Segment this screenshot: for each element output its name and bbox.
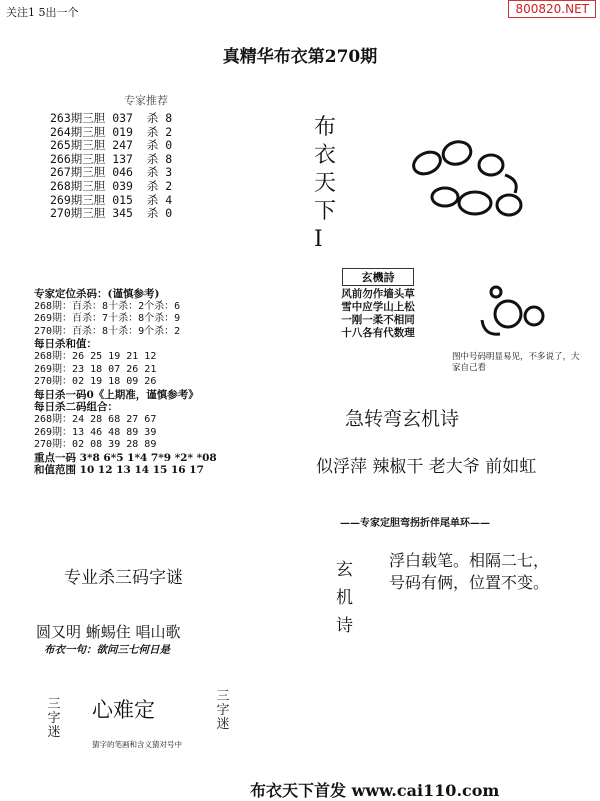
xuan-char: 玄 <box>336 560 353 580</box>
sum-row: 270期：02 19 18 09 26 <box>34 376 157 388</box>
poem-line: 一刚一柔不相同 <box>341 314 415 326</box>
dan-list-rows <box>50 112 280 221</box>
kill-row: 269期：百杀：7十杀：8个杀：9 <box>34 313 181 325</box>
circles-image <box>470 282 550 342</box>
sz-char: 字 <box>47 711 61 726</box>
brand-badge[interactable]: 800820.NET <box>508 0 596 18</box>
sum-range-row: 和值范围 10 12 13 14 15 16 17 <box>34 464 204 477</box>
two-code-row: 269期：13 46 48 89 39 <box>34 426 157 438</box>
dan-list-panel <box>12 92 280 262</box>
dan-row: 263期三胆 037 杀 8 <box>50 111 173 125</box>
sz-char: 字 <box>216 703 230 718</box>
poem-line: 十八各有代数理 <box>341 327 415 339</box>
sum-row: 268期：26 25 19 21 12 <box>34 350 157 362</box>
riddle-title: 急转弯玄机诗 <box>345 408 460 430</box>
buyi-char: I <box>314 227 323 252</box>
sum-row: 269期：23 18 07 26 21 <box>34 363 157 375</box>
three-char-riddle-right <box>215 690 231 732</box>
scribble-image <box>405 135 535 230</box>
riddle3-text: 圆又明 蜥蜴住 唱山歌 <box>36 623 181 641</box>
xuan-char: 诗 <box>336 616 353 636</box>
sz-char: 三 <box>216 689 230 704</box>
dan-row: 267期三胆 046 杀 3 <box>50 165 173 180</box>
rule-line: ——专家定胆弯拐折伴尾单环—— <box>340 518 490 529</box>
poem-line: 风前勿作墙头草 <box>341 288 415 300</box>
riddle-text: 似浮萍 辣椒干 老大爷 前如虹 <box>316 457 537 477</box>
mystic-poem <box>322 268 434 358</box>
dan-row: 268期三胆 039 杀 2 <box>50 178 173 193</box>
poem2-line: 号码有俩，位置不变。 <box>389 573 550 592</box>
riddle-tip: 猜字的笔画和含义猜对号中 <box>92 740 182 749</box>
buyi-vertical <box>314 114 362 254</box>
top-note: 关注1 5出一个 <box>6 6 79 19</box>
kill-title: 专家定位杀码：(谨慎参考) <box>34 288 160 300</box>
buyi-char: 下 <box>314 199 337 224</box>
sum-title: 每日杀和值： <box>34 338 97 351</box>
focus-row: 重点一码 3*8 6*5 1*4 7*9 *2* *08 <box>34 451 217 464</box>
buyi-char: 天 <box>314 171 337 196</box>
kill-row: 268期：百杀：8十杀：2个杀：6 <box>34 300 181 312</box>
page-title: 真精华布衣第270期 <box>222 47 378 67</box>
dan-row: 264期三胆 019 杀 2 <box>50 124 173 139</box>
kill-row: 270期：百杀：8十杀：9个杀：2 <box>34 325 181 337</box>
buyi-char: 衣 <box>314 143 337 168</box>
two-code-row: 270期：02 08 39 28 89 <box>34 439 157 451</box>
xuan-char: 机 <box>336 588 353 608</box>
xuan-vertical <box>336 556 360 640</box>
poem2-line: 浮白载笔。相隔二七， <box>389 551 550 570</box>
dan-row: 266期三胆 137 杀 8 <box>50 151 173 166</box>
two-code-row: 268期：24 28 68 27 67 <box>34 413 157 425</box>
poem-line: 雪中应学山上松 <box>341 301 415 313</box>
dan-row: 269期三胆 015 杀 4 <box>50 192 173 207</box>
one-code-title: 每日杀一码0《上期准，谨慎参考》 <box>34 388 199 401</box>
sz-char: 三 <box>47 697 61 712</box>
buyi-char: 布 <box>314 115 337 140</box>
buyi-one-line: 布衣一句：欲问三七何日是 <box>44 644 170 656</box>
poem-title: 玄機詩 <box>342 268 414 286</box>
sz-char: 迷 <box>216 717 230 732</box>
heart-riddle: 心难定 <box>92 698 155 722</box>
two-code-title: 每日杀二码组合： <box>34 401 118 414</box>
dan-row: 270期三胆 345 杀 0 <box>50 206 173 221</box>
poem2 <box>389 550 549 594</box>
dan-list-header: 专家推荐 <box>124 94 168 107</box>
image-caption: 图中号码明显易见，不多说了，大家自己看 <box>452 352 580 373</box>
kill-panel <box>34 288 284 477</box>
sz-char: 迷 <box>47 725 61 740</box>
dan-row: 265期三胆 247 杀 0 <box>50 138 173 153</box>
riddle3-title: 专业杀三码字谜 <box>64 568 183 588</box>
footer-site[interactable]: 布衣天下首发 www.cai110.com <box>250 781 500 800</box>
three-char-riddle-left <box>46 698 62 740</box>
